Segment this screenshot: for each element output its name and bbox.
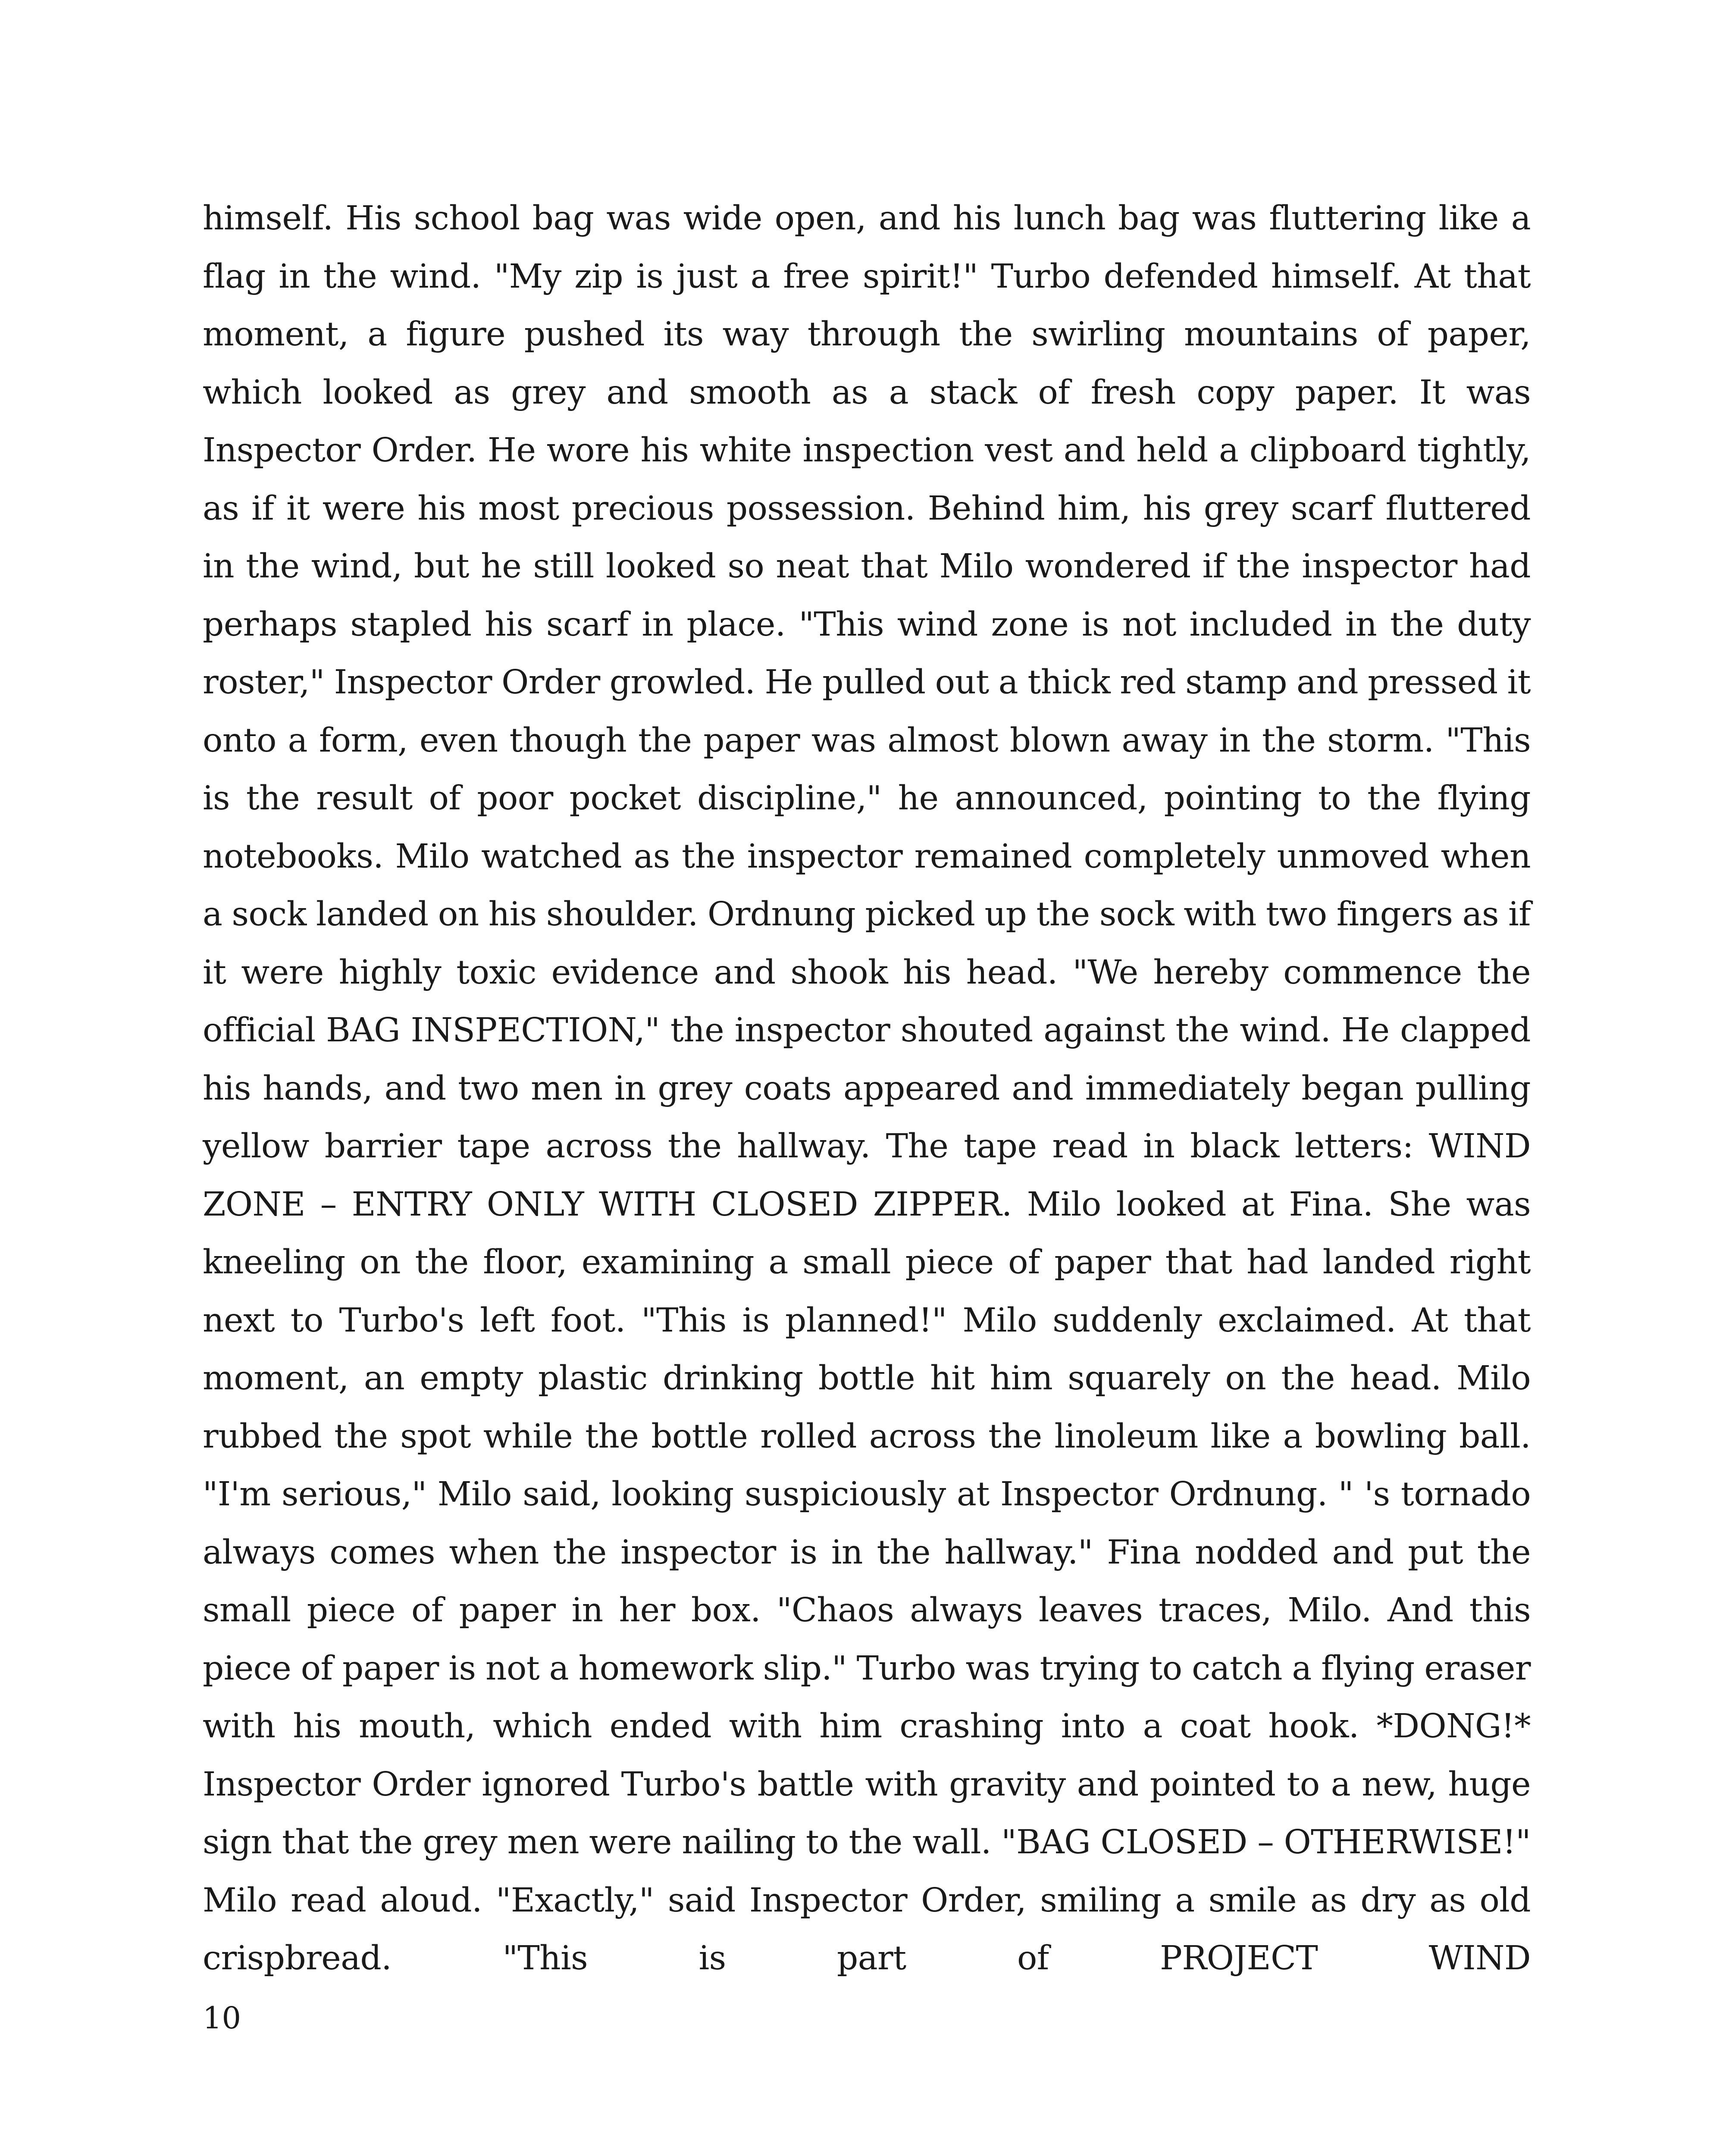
body-paragraph: himself. His school bag was wide open, and his lunch bag was fluttering like a flag in the wind. "My zip is just a free spirit!" Turbo defended himself. At that moment, a figure pushed its way through the swirling mountains of paper, which looked as grey and smooth as a stack of fresh copy paper. It was Inspector Order. He wore his white inspection vest and held a clipboard tightly, as if it were his most precious possession. Behind him, his grey scarf fluttered in the wind, but he still looked so neat that Milo wondered if the inspector had perhaps stapled his scarf in place. "This wind zone is not included in the duty roster," Inspector Order growled. He pulled out a thick red stamp and pressed it onto a form, even though the paper was almost blown away in the storm. "This is the result of poor pocket discipline," he announced, pointing to the flying notebooks. Milo watched as the inspector remained completely unmoved when a sock landed on his shoulder. Ordnung picked up the sock with two fingers as if it were highly toxic evidence and shook his head. "We hereby commence the official BAG INSPECTION," the inspector shouted against the wind. He clapped his hands, and two men in grey coats appeared and immediately began pulling yellow barrier tape across the hallway. The tape read in black letters: WIND ZONE – ENTRY ONLY WITH CLOSED ZIPPER. Milo looked at Fina. She was kneeling on the floor, examining a small piece of paper that had landed right next to Turbo's left foot. "This is planned!" Milo suddenly exclaimed. At that moment, an empty plastic drinking bottle hit him squarely on the head. Milo rubbed the spot while the bottle rolled across the linoleum like a bowling ball. "I'm serious," Milo said, looking suspiciously at Inspector Ordnung. " 's tornado always comes when the inspector is in the hallway." Fina nodded and put the small piece of paper in her box. "Chaos always leaves traces, Milo. And this piece of paper is not a homework slip." Turbo was trying to catch a flying eraser with his mouth, which ended with him crashing into a coat hook. *DONG!* Inspector Order ignored Turbo's battle with gravity and pointed to a new, huge sign that the grey men were nailing to the wall. "BAG CLOSED – OTHERWISE!" Milo read aloud. "Exactly," said Inspector Order, smiling a smile as dry as old crispbread. "This is part of PROJECT WIND [203, 199, 1531, 1977]
page-number: 10 [203, 2000, 241, 2036]
